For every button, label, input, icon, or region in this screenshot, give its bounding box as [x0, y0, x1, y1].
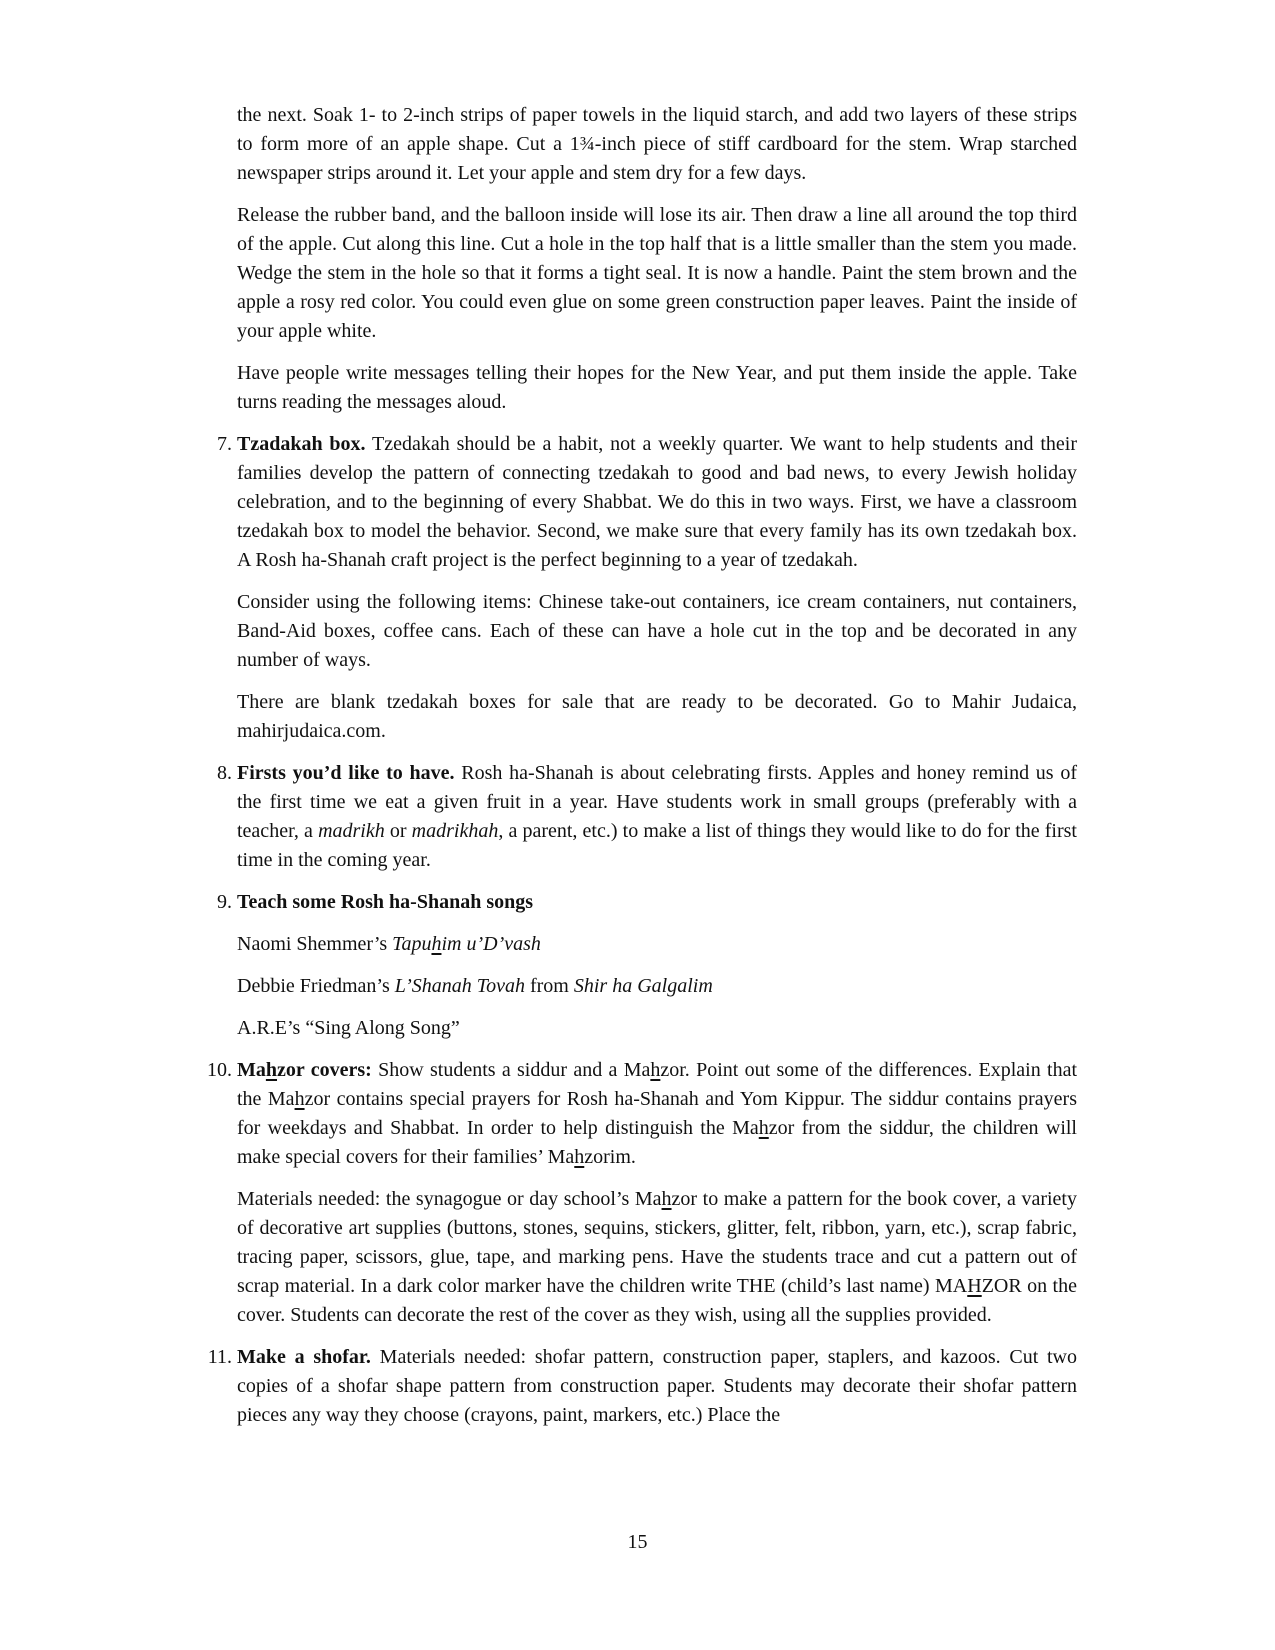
- paragraph-blank-boxes: There are blank tzedakah boxes for sale that are ready to be decorated. Go to Mahir Judaica, mahirjudaica.com.: [237, 691, 1077, 742]
- list-number: 8.: [217, 762, 232, 784]
- page-body: [207, 101, 1078, 1443]
- paragraph-mahzor-materials: Materials needed: the synagogue or day school’s Mahzor to make a pattern for the book cover, a variety of decorative art supplies (buttons, stones, sequins, stickers, glitter, felt, ribbon, yarn, etc.), scrap fabric, tracing paper, scissors, glue, tape, and marking pens. Have the students trace and cut a pattern out of scrap material. In a dark color marker have the children write THE (child’s last name) MAHZOR on the cover. Students can decorate the rest of the cover as they wish, using all the supplies provided.: [237, 1188, 1077, 1326]
- list-number: 11.: [207, 1346, 232, 1368]
- paragraph-apple-papier-mache: the next. Soak 1- to 2-inch strips of paper towels in the liquid starch, and add two layers of these strips to form more of an apple shape. Cut a 1¾-inch piece of stiff cardboard for the stem. Wrap starched newspaper strips around it. Let your apple and stem dry for a few days.: [237, 104, 1077, 184]
- item-8-firsts: [217, 759, 1077, 875]
- paragraph-balloon-stem: Release the rubber band, and the balloon inside will lose its air. Then draw a line all around the top third of the apple. Cut along this line. Cut a hole in the top half that is a little smaller than the stem you made. Wedge the stem in the hole so that it forms a tight seal. It is now a handle. Paint the stem brown and the apple a rosy red color. You could even glue on some green construction paper leaves. Paint the inside of your apple white.: [237, 204, 1077, 342]
- item-7-tzadakah-box: [217, 430, 1077, 575]
- item-text: Mahzor covers: Show students a siddur and a Mahzor. Point out some of the differences. Explain that the Mahzor contains special prayers for Rosh ha-Shanah and Yom Kippur. The siddur contains prayers for weekdays and Shabbat. In order to help distinguish the Mahzor from the siddur, the children will make special covers for their families’ Mahzorim.: [237, 1059, 1078, 1168]
- paragraph-messages: Have people write messages telling their hopes for the New Year, and put them inside the apple. Take turns reading the messages aloud.: [237, 362, 1077, 413]
- list-number: 7.: [217, 433, 232, 455]
- item-10-mahzor-covers: [207, 1056, 1078, 1172]
- item-text: Tzadakah box. Tzedakah should be a habit, not a weekly quarter. We want to help students and their families develop the pattern of connecting tzedakah to good and bad news, to every Jewish holiday celebration, and to the beginning of every Shabbat. We do this in two ways. First, we have a classroom tzedakah box to model the behavior. Second, we make sure that every family has its own tzedakah box. A Rosh ha-Shanah craft project is the perfect beginning to a year of tzedakah.: [237, 433, 1077, 571]
- paragraph-container-ideas: Consider using the following items: Chinese take-out containers, ice cream containers, nut containers, Band-Aid boxes, coffee cans. Each of these can have a hole cut in the top and be decorated in any number of ways.: [237, 591, 1077, 671]
- page-number: 15: [627, 1531, 648, 1553]
- item-9-songs-heading: [217, 888, 1077, 917]
- item-text: Make a shofar. Materials needed: shofar pattern, construction paper, staplers, and kazoos. Cut two copies of a shofar shape pattern from construction paper. Students may decorate their shofar pattern pieces any way they choose (crayons, paint, markers, etc.) Place the: [237, 1346, 1078, 1426]
- list-number: 9.: [217, 891, 232, 913]
- song-debbie-friedman: Debbie Friedman’s L’Shanah Tovah from Shir ha Galgalim: [237, 975, 713, 997]
- item-text: Teach some Rosh ha-Shanah songs: [237, 891, 534, 913]
- list-number: 10.: [207, 1059, 232, 1081]
- song-naomi-shemmer: Naomi Shemmer’s Tapuhim u’D’vash: [237, 933, 541, 955]
- item-11-make-shofar: [207, 1343, 1078, 1430]
- item-text: Firsts you’d like to have. Rosh ha-Shanah is about celebrating firsts. Apples and honey remind us of the first time we eat a given fruit in a year. Have students work in small groups (preferably with a teacher, a madrikh or madrikhah, a parent, etc.) to make a list of things they would like to do for the first time in the coming year.: [237, 762, 1077, 871]
- song-are: A.R.E’s “Sing Along Song”: [237, 1017, 460, 1039]
